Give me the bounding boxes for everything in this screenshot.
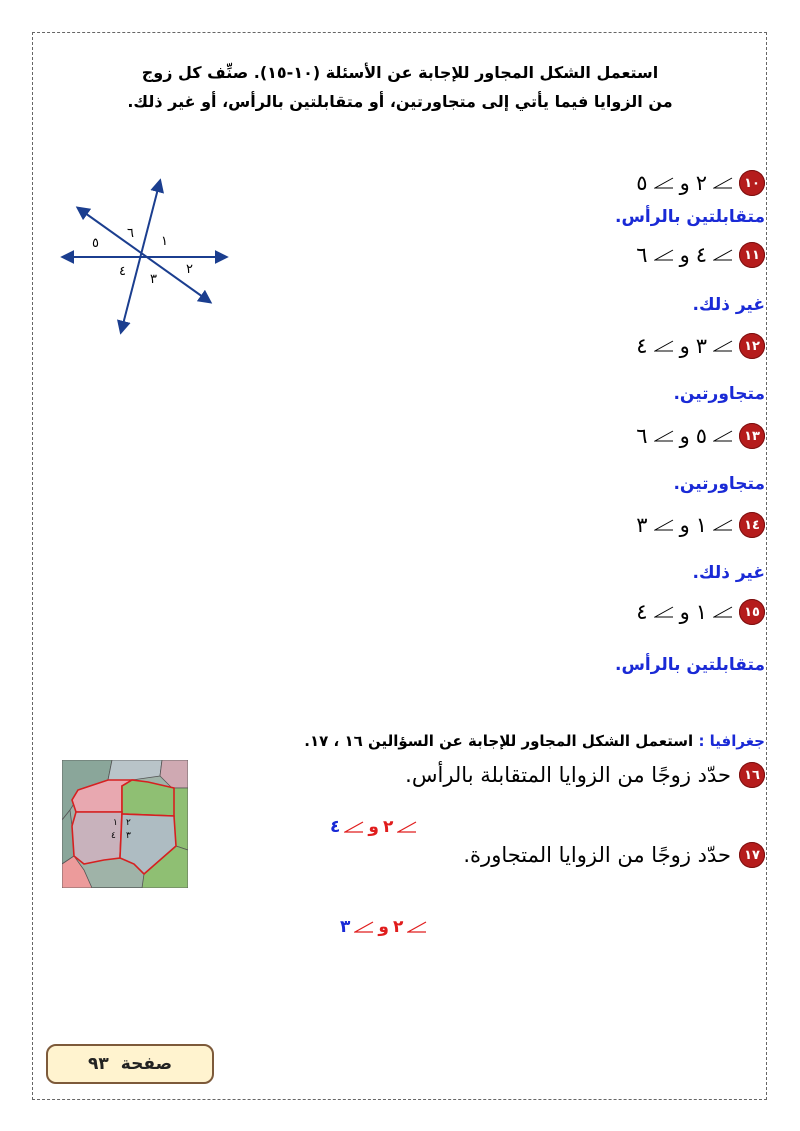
question-17-text: حدّد زوجًا من الزوايا المتجاورة. <box>463 843 731 867</box>
angle-icon <box>713 518 733 532</box>
and-word: و <box>679 243 690 267</box>
and-word: و <box>679 600 690 624</box>
angle-b: ٤ <box>636 334 648 358</box>
map-label-2: ٢ <box>126 818 131 828</box>
question-number-badge: ١٦ <box>739 762 765 788</box>
question-number-badge: ١٢ <box>739 333 765 359</box>
state-map-figure <box>62 760 188 888</box>
question-17 <box>463 842 765 868</box>
angle-label-4: ٤ <box>119 264 126 279</box>
angle-a: ٣ <box>695 334 707 358</box>
answer-12: متجاورتين. <box>673 384 765 404</box>
page-number: ٩٣ <box>88 1054 109 1074</box>
angle-b: ٥ <box>636 171 648 195</box>
angle-b: ٦ <box>636 243 648 267</box>
angle-label-1: ١ <box>161 234 168 249</box>
angle-a: ١ <box>695 513 707 537</box>
geography-text: استعمل الشكل المجاور للإجابة عن السؤالين ١٦ ، ١٧. <box>304 732 694 750</box>
answer-14: غير ذلك. <box>692 563 765 583</box>
question-16 <box>405 762 765 788</box>
angle-icon <box>713 176 733 190</box>
angle-b: ٣ <box>636 513 648 537</box>
question-number-badge: ١٧ <box>739 842 765 868</box>
angle-icon <box>354 920 374 934</box>
angle-icon <box>713 248 733 262</box>
angle-icon <box>654 339 674 353</box>
and-word: و <box>368 817 379 837</box>
diagonal-line <box>78 208 210 302</box>
question-16-text: حدّد زوجًا من الزوايا المتقابلة بالرأس. <box>405 763 731 787</box>
angle-icon <box>654 605 674 619</box>
angle-icon <box>713 429 733 443</box>
angle-a: ١ <box>695 600 707 624</box>
angle-a: ٥ <box>695 424 707 448</box>
instructions <box>120 58 680 116</box>
angle-icon <box>713 605 733 619</box>
and-word: و <box>679 513 690 537</box>
question-11 <box>636 240 765 270</box>
angle-a: ٤ <box>695 243 707 267</box>
question-number-badge: ١٠ <box>739 170 765 196</box>
angle-icon <box>713 339 733 353</box>
angle-a: ٢ <box>392 917 404 937</box>
question-15 <box>636 597 765 627</box>
angle-b: ٤ <box>330 817 341 837</box>
answer-11: غير ذلك. <box>692 295 765 315</box>
question-10 <box>636 168 765 198</box>
answer-17 <box>340 917 427 937</box>
answer-10: متقابلتين بالرأس. <box>615 207 765 227</box>
answer-16 <box>330 817 417 837</box>
angle-a: ٢ <box>382 817 394 837</box>
intersecting-lines-figure <box>58 175 233 340</box>
angle-icon <box>654 248 674 262</box>
angle-label-2: ٢ <box>186 262 193 277</box>
angle-b: ٦ <box>636 424 648 448</box>
angle-b: ٤ <box>636 600 648 624</box>
question-number-badge: ١٤ <box>739 512 765 538</box>
answer-13: متجاورتين. <box>673 474 765 494</box>
map-label-3: ٣ <box>126 831 131 841</box>
geography-keyword: جغرافيا : <box>698 732 765 750</box>
angle-icon <box>654 176 674 190</box>
angle-a: ٢ <box>695 171 707 195</box>
angle-label-5: ٥ <box>92 236 99 251</box>
angle-b: ٣ <box>340 917 351 937</box>
question-13 <box>636 421 765 451</box>
geography-prompt <box>304 732 765 750</box>
question-number-badge: ١٣ <box>739 423 765 449</box>
angle-icon <box>344 820 364 834</box>
question-number-badge: ١١ <box>739 242 765 268</box>
page-label: صفحة <box>120 1054 172 1074</box>
angle-label-3: ٣ <box>150 272 157 287</box>
angle-icon <box>397 820 417 834</box>
answer-15: متقابلتين بالرأس. <box>615 655 765 675</box>
and-word: و <box>378 917 389 937</box>
map-label-4: ٤ <box>111 831 116 841</box>
question-number-badge: ١٥ <box>739 599 765 625</box>
instructions-line-1: استعمل الشكل المجاور للإجابة عن الأسئلة (١٠-١٥). صنِّف كل زوج <box>141 63 659 82</box>
page-number-box <box>46 1044 214 1084</box>
question-14 <box>636 510 765 540</box>
and-word: و <box>679 171 690 195</box>
angle-icon <box>407 920 427 934</box>
and-word: و <box>679 424 690 448</box>
and-word: و <box>679 334 690 358</box>
angle-icon <box>654 429 674 443</box>
question-12 <box>636 331 765 361</box>
map-label-1: ١ <box>113 818 118 828</box>
angle-label-6: ٦ <box>127 226 134 241</box>
instructions-line-2: من الزوايا فيما يأتي إلى متجاورتين، أو متقابلتين بالرأس، أو غير ذلك. <box>127 92 673 111</box>
angle-icon <box>654 518 674 532</box>
